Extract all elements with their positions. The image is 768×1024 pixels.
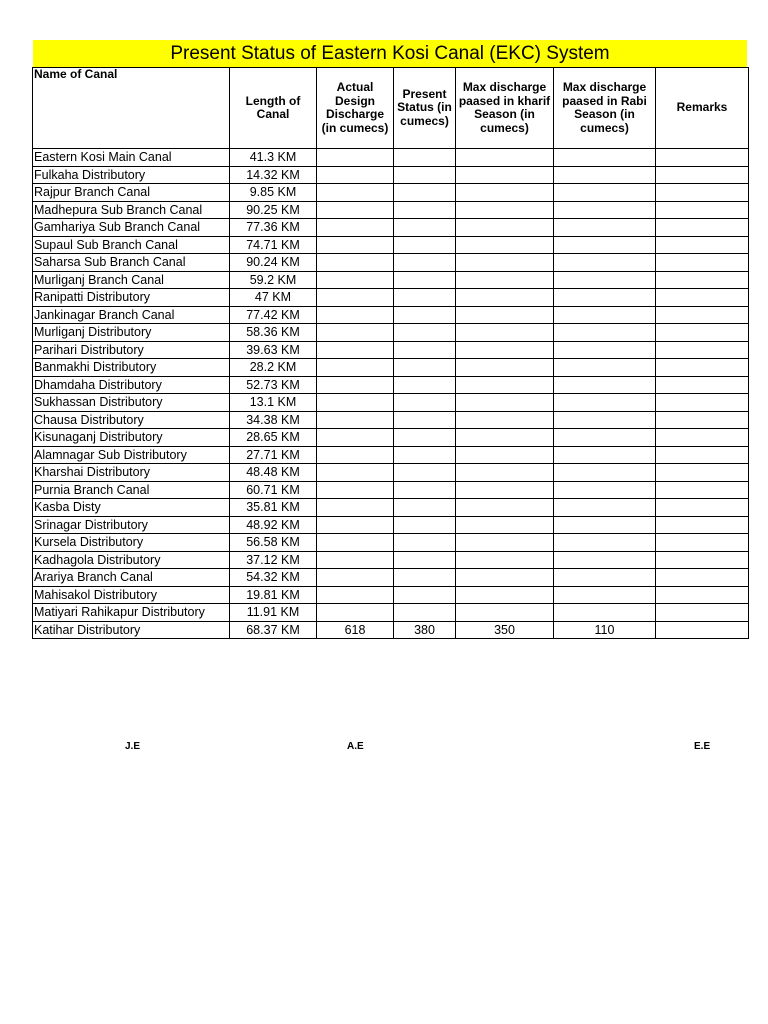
cell-actual-discharge: 618	[317, 621, 394, 639]
table-row	[33, 341, 749, 359]
cell-actual-discharge	[317, 481, 394, 499]
cell-kharif-discharge	[456, 166, 554, 184]
cell-canal-name: Mahisakol Distributory	[33, 586, 230, 604]
cell-actual-discharge	[317, 306, 394, 324]
cell-canal-name: Matiyari Rahikapur Distributory	[33, 604, 230, 622]
cell-actual-discharge	[317, 201, 394, 219]
cell-length: 48.92 KM	[230, 516, 317, 534]
header-length: Length of Canal	[230, 68, 317, 149]
header-remarks: Remarks	[656, 68, 749, 149]
cell-present-status	[394, 394, 456, 412]
table-row	[33, 394, 749, 412]
cell-remarks	[656, 481, 749, 499]
cell-rabi-discharge	[554, 184, 656, 202]
cell-remarks	[656, 499, 749, 517]
cell-remarks	[656, 324, 749, 342]
cell-length: 58.36 KM	[230, 324, 317, 342]
cell-rabi-discharge	[554, 254, 656, 272]
table-row	[33, 534, 749, 552]
cell-length: 52.73 KM	[230, 376, 317, 394]
cell-canal-name: Jankinagar Branch Canal	[33, 306, 230, 324]
cell-canal-name: Kursela Distributory	[33, 534, 230, 552]
cell-actual-discharge	[317, 289, 394, 307]
cell-length: 28.2 KM	[230, 359, 317, 377]
cell-kharif-discharge	[456, 306, 554, 324]
cell-actual-discharge	[317, 429, 394, 447]
cell-length: 9.85 KM	[230, 184, 317, 202]
cell-remarks	[656, 604, 749, 622]
cell-canal-name: Eastern Kosi Main Canal	[33, 149, 230, 167]
canal-status-table	[32, 67, 749, 639]
cell-remarks	[656, 306, 749, 324]
cell-kharif-discharge	[456, 534, 554, 552]
cell-canal-name: Rajpur Branch Canal	[33, 184, 230, 202]
cell-canal-name: Katihar Distributory	[33, 621, 230, 639]
cell-rabi-discharge	[554, 166, 656, 184]
cell-kharif-discharge	[456, 604, 554, 622]
cell-rabi-discharge	[554, 394, 656, 412]
cell-actual-discharge	[317, 499, 394, 517]
cell-rabi-discharge	[554, 324, 656, 342]
cell-present-status	[394, 271, 456, 289]
cell-kharif-discharge	[456, 394, 554, 412]
cell-actual-discharge	[317, 464, 394, 482]
cell-actual-discharge	[317, 446, 394, 464]
cell-canal-name: Ranipatti Distributory	[33, 289, 230, 307]
cell-remarks	[656, 271, 749, 289]
cell-length: 90.24 KM	[230, 254, 317, 272]
cell-remarks	[656, 446, 749, 464]
cell-actual-discharge	[317, 569, 394, 587]
table-row	[33, 149, 749, 167]
header-present-status: Present Status (in cumecs)	[394, 68, 456, 149]
cell-canal-name: Fulkaha Distributory	[33, 166, 230, 184]
cell-actual-discharge	[317, 534, 394, 552]
cell-canal-name: Kisunaganj Distributory	[33, 429, 230, 447]
cell-rabi-discharge	[554, 341, 656, 359]
cell-present-status: 380	[394, 621, 456, 639]
cell-length: 77.42 KM	[230, 306, 317, 324]
cell-kharif-discharge	[456, 569, 554, 587]
cell-kharif-discharge	[456, 236, 554, 254]
cell-present-status	[394, 534, 456, 552]
cell-rabi-discharge: 110	[554, 621, 656, 639]
cell-length: 59.2 KM	[230, 271, 317, 289]
table-row	[33, 166, 749, 184]
cell-actual-discharge	[317, 394, 394, 412]
cell-actual-discharge	[317, 271, 394, 289]
header-row	[33, 68, 749, 149]
cell-rabi-discharge	[554, 201, 656, 219]
cell-length: 56.58 KM	[230, 534, 317, 552]
cell-kharif-discharge	[456, 271, 554, 289]
cell-remarks	[656, 236, 749, 254]
table-row	[33, 621, 749, 639]
cell-length: 11.91 KM	[230, 604, 317, 622]
cell-present-status	[394, 166, 456, 184]
cell-canal-name: Alamnagar Sub Distributory	[33, 446, 230, 464]
cell-kharif-discharge	[456, 289, 554, 307]
cell-length: 47 KM	[230, 289, 317, 307]
cell-kharif-discharge	[456, 254, 554, 272]
cell-length: 13.1 KM	[230, 394, 317, 412]
cell-rabi-discharge	[554, 499, 656, 517]
table-row	[33, 324, 749, 342]
cell-rabi-discharge	[554, 376, 656, 394]
table-row	[33, 446, 749, 464]
cell-remarks	[656, 376, 749, 394]
cell-present-status	[394, 551, 456, 569]
cell-kharif-discharge	[456, 359, 554, 377]
cell-kharif-discharge	[456, 481, 554, 499]
table-row	[33, 551, 749, 569]
cell-rabi-discharge	[554, 306, 656, 324]
cell-actual-discharge	[317, 551, 394, 569]
cell-length: 68.37 KM	[230, 621, 317, 639]
cell-canal-name: Dhamdaha Distributory	[33, 376, 230, 394]
cell-rabi-discharge	[554, 586, 656, 604]
cell-rabi-discharge	[554, 149, 656, 167]
cell-kharif-discharge	[456, 499, 554, 517]
header-rabi-discharge: Max discharge paased in Rabi Season (in cumecs)	[554, 68, 656, 149]
table-row	[33, 306, 749, 324]
cell-kharif-discharge: 350	[456, 621, 554, 639]
cell-length: 54.32 KM	[230, 569, 317, 587]
cell-remarks	[656, 149, 749, 167]
table-row	[33, 481, 749, 499]
cell-present-status	[394, 236, 456, 254]
cell-canal-name: Madhepura Sub Branch Canal	[33, 201, 230, 219]
cell-rabi-discharge	[554, 429, 656, 447]
cell-present-status	[394, 184, 456, 202]
cell-length: 35.81 KM	[230, 499, 317, 517]
cell-remarks	[656, 551, 749, 569]
table-row	[33, 586, 749, 604]
cell-present-status	[394, 481, 456, 499]
table-row	[33, 429, 749, 447]
cell-actual-discharge	[317, 149, 394, 167]
cell-canal-name: Kharshai Distributory	[33, 464, 230, 482]
table-row	[33, 604, 749, 622]
cell-remarks	[656, 429, 749, 447]
cell-kharif-discharge	[456, 341, 554, 359]
cell-actual-discharge	[317, 184, 394, 202]
cell-rabi-discharge	[554, 411, 656, 429]
cell-canal-name: Saharsa Sub Branch Canal	[33, 254, 230, 272]
cell-canal-name: Purnia Branch Canal	[33, 481, 230, 499]
cell-remarks	[656, 516, 749, 534]
cell-canal-name: Murliganj Branch Canal	[33, 271, 230, 289]
cell-remarks	[656, 289, 749, 307]
cell-kharif-discharge	[456, 551, 554, 569]
cell-actual-discharge	[317, 236, 394, 254]
cell-present-status	[394, 464, 456, 482]
cell-remarks	[656, 166, 749, 184]
cell-kharif-discharge	[456, 446, 554, 464]
cell-remarks	[656, 621, 749, 639]
cell-remarks	[656, 534, 749, 552]
cell-remarks	[656, 184, 749, 202]
cell-rabi-discharge	[554, 359, 656, 377]
cell-rabi-discharge	[554, 534, 656, 552]
cell-canal-name: Gamhariya Sub Branch Canal	[33, 219, 230, 237]
sheet-title: Present Status of Eastern Kosi Canal (EKC) System	[33, 40, 747, 67]
cell-remarks	[656, 201, 749, 219]
table-row	[33, 219, 749, 237]
cell-present-status	[394, 446, 456, 464]
cell-length: 27.71 KM	[230, 446, 317, 464]
table-row	[33, 254, 749, 272]
table-row	[33, 516, 749, 534]
cell-present-status	[394, 289, 456, 307]
table-row	[33, 236, 749, 254]
cell-length: 90.25 KM	[230, 201, 317, 219]
cell-kharif-discharge	[456, 219, 554, 237]
signature-ee: E.E	[694, 741, 711, 752]
cell-present-status	[394, 254, 456, 272]
cell-length: 37.12 KM	[230, 551, 317, 569]
cell-canal-name: Srinagar Distributory	[33, 516, 230, 534]
cell-kharif-discharge	[456, 376, 554, 394]
cell-length: 60.71 KM	[230, 481, 317, 499]
cell-actual-discharge	[317, 254, 394, 272]
table-row	[33, 359, 749, 377]
cell-kharif-discharge	[456, 429, 554, 447]
cell-actual-discharge	[317, 411, 394, 429]
cell-rabi-discharge	[554, 481, 656, 499]
cell-remarks	[656, 219, 749, 237]
table-row	[33, 289, 749, 307]
cell-rabi-discharge	[554, 271, 656, 289]
cell-rabi-discharge	[554, 446, 656, 464]
cell-canal-name: Kadhagola Distributory	[33, 551, 230, 569]
cell-canal-name: Murliganj Distributory	[33, 324, 230, 342]
cell-present-status	[394, 429, 456, 447]
cell-present-status	[394, 516, 456, 534]
cell-canal-name: Chausa Distributory	[33, 411, 230, 429]
cell-present-status	[394, 219, 456, 237]
cell-remarks	[656, 569, 749, 587]
cell-kharif-discharge	[456, 516, 554, 534]
header-name-of-canal: Name of Canal	[33, 68, 230, 149]
table-row	[33, 499, 749, 517]
cell-remarks	[656, 341, 749, 359]
cell-present-status	[394, 604, 456, 622]
cell-kharif-discharge	[456, 201, 554, 219]
cell-present-status	[394, 201, 456, 219]
cell-kharif-discharge	[456, 586, 554, 604]
cell-actual-discharge	[317, 341, 394, 359]
cell-remarks	[656, 394, 749, 412]
cell-remarks	[656, 586, 749, 604]
cell-length: 48.48 KM	[230, 464, 317, 482]
cell-length: 41.3 KM	[230, 149, 317, 167]
cell-actual-discharge	[317, 324, 394, 342]
cell-remarks	[656, 411, 749, 429]
cell-length: 34.38 KM	[230, 411, 317, 429]
cell-kharif-discharge	[456, 184, 554, 202]
cell-kharif-discharge	[456, 464, 554, 482]
cell-present-status	[394, 149, 456, 167]
header-actual-discharge: Actual Design Discharge (in cumecs)	[317, 68, 394, 149]
cell-kharif-discharge	[456, 324, 554, 342]
cell-length: 19.81 KM	[230, 586, 317, 604]
cell-actual-discharge	[317, 586, 394, 604]
cell-length: 28.65 KM	[230, 429, 317, 447]
cell-actual-discharge	[317, 359, 394, 377]
cell-present-status	[394, 411, 456, 429]
cell-length: 39.63 KM	[230, 341, 317, 359]
cell-kharif-discharge	[456, 411, 554, 429]
cell-kharif-discharge	[456, 149, 554, 167]
table-body	[33, 149, 749, 639]
cell-rabi-discharge	[554, 464, 656, 482]
cell-canal-name: Supaul Sub Branch Canal	[33, 236, 230, 254]
cell-canal-name: Banmakhi Distributory	[33, 359, 230, 377]
table-row	[33, 201, 749, 219]
cell-present-status	[394, 341, 456, 359]
cell-rabi-discharge	[554, 569, 656, 587]
signature-ae: A.E	[347, 741, 364, 752]
cell-remarks	[656, 254, 749, 272]
cell-length: 74.71 KM	[230, 236, 317, 254]
cell-canal-name: Arariya Branch Canal	[33, 569, 230, 587]
cell-canal-name: Parihari Distributory	[33, 341, 230, 359]
table-row	[33, 411, 749, 429]
cell-canal-name: Kasba Disty	[33, 499, 230, 517]
cell-length: 77.36 KM	[230, 219, 317, 237]
cell-present-status	[394, 306, 456, 324]
table-row	[33, 376, 749, 394]
cell-present-status	[394, 324, 456, 342]
cell-rabi-discharge	[554, 289, 656, 307]
header-kharif-discharge: Max discharge paased in kharif Season (in cumecs)	[456, 68, 554, 149]
cell-present-status	[394, 499, 456, 517]
signature-je: J.E	[125, 741, 141, 752]
cell-actual-discharge	[317, 219, 394, 237]
cell-rabi-discharge	[554, 604, 656, 622]
cell-canal-name: Sukhassan Distributory	[33, 394, 230, 412]
cell-actual-discharge	[317, 516, 394, 534]
cell-rabi-discharge	[554, 516, 656, 534]
cell-present-status	[394, 586, 456, 604]
cell-remarks	[656, 359, 749, 377]
cell-remarks	[656, 464, 749, 482]
cell-actual-discharge	[317, 376, 394, 394]
table-row	[33, 569, 749, 587]
cell-rabi-discharge	[554, 219, 656, 237]
cell-present-status	[394, 376, 456, 394]
cell-length: 14.32 KM	[230, 166, 317, 184]
cell-present-status	[394, 569, 456, 587]
table-row	[33, 464, 749, 482]
cell-present-status	[394, 359, 456, 377]
cell-actual-discharge	[317, 604, 394, 622]
table-row	[33, 184, 749, 202]
table-row	[33, 271, 749, 289]
cell-actual-discharge	[317, 166, 394, 184]
cell-rabi-discharge	[554, 236, 656, 254]
cell-rabi-discharge	[554, 551, 656, 569]
